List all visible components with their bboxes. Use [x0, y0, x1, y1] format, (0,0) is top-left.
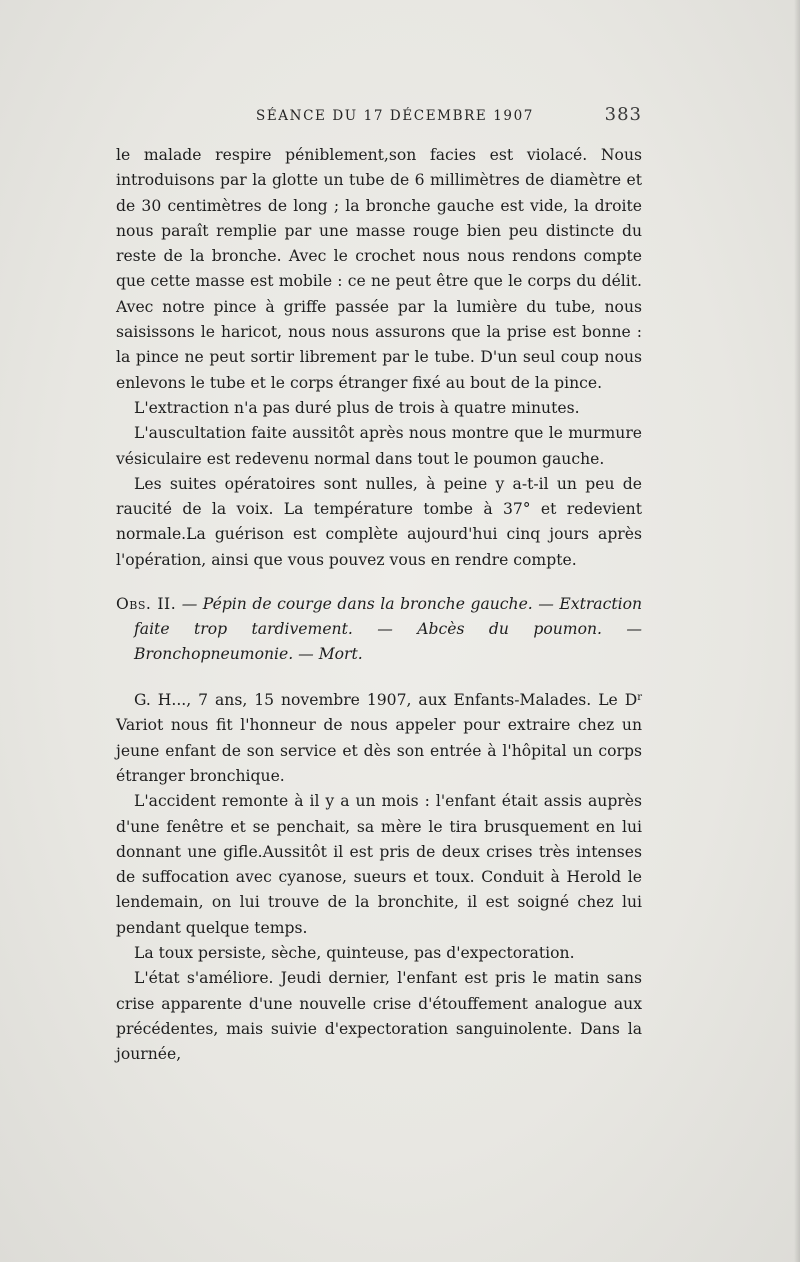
case-paragraph: [116, 685, 642, 789]
doctor-superscript: r: [637, 692, 642, 704]
page-number: 383: [604, 104, 642, 125]
page-body: [116, 143, 642, 1068]
paragraph: La toux persiste, sèche, quinteuse, pas d'expectoration.: [134, 944, 575, 963]
observation-heading: [116, 592, 642, 667]
case-opening: G. H..., 7 ans, 15 novembre 1907, aux Enfants-Malades. Le D: [134, 691, 638, 710]
case-continuation: Variot nous fit l'honneur de nous appeler pour extraire chez un jeune enfant de son service et dès son entrée à l'hôpital un corps étranger bronchique.: [116, 716, 642, 785]
page-header: [116, 102, 642, 132]
paragraph: le malade respire péniblement,son facies est violacé. Nous introduisons par la glotte un tube de 6 millimètres de diamètre et de 30 centimètres de long ; la bronche gauche est vide, la droite nous paraît remplie par une masse rouge bien peu distincte du reste de la bronche. Avec le crochet nous nous rendons compte que cette masse est mobile : ce ne peut être que le corps du délit. Avec notre pince à griffe passée par la lumière du tube, nous saisissons le haricot, nous nous assurons que la prise est bonne : la pince ne peut sortir librement par le tube. D'un seul coup nous enlevons le tube et le corps étranger fixé au bout de la pince.: [116, 146, 642, 392]
observation-title: — Pépin de courge dans la bronche gauche. — Extraction faite trop tardivement. — Abcès du poumon. — Bronchopneumonie. — Mort.: [134, 595, 642, 664]
running-title: SÉANCE DU 17 DÉCEMBRE 1907: [256, 108, 534, 124]
observation-label: Obs. II.: [116, 595, 177, 614]
paragraph: L'extraction n'a pas duré plus de trois à quatre minutes.: [134, 398, 580, 417]
paragraph: L'accident remonte à il y a un mois : l'enfant était assis auprès d'une fenêtre et se penchait, sa mère le tira brusquement en lui donnant une gifle.Aussitôt il est pris de deux crises très intenses de suffocation avec cyanose, sueurs et toux. Conduit à Herold le lendemain, on lui trouve de la bronchite, il est soigné chez lui pendant quelque temps.: [116, 792, 642, 937]
paragraph: L'auscultation faite aussitôt après nous montre que le murmure vésiculaire est redevenu normal dans tout le poumon gauche.: [116, 424, 642, 468]
paragraph: L'état s'améliore. Jeudi dernier, l'enfant est pris le matin sans crise apparente d'une nouvelle crise d'étouffement analogue aux précédentes, mais suivie d'expectoration sanguinolente. Dans la journée,: [116, 969, 642, 1064]
paragraph: Les suites opératoires sont nulles, à peine y a-t-il un peu de raucité de la voix. La température tombe à 37° et redevient normale.La guérison est complète aujourd'hui cinq jours après l'opération, ainsi que vous pouvez vous en rendre compte.: [116, 474, 642, 569]
